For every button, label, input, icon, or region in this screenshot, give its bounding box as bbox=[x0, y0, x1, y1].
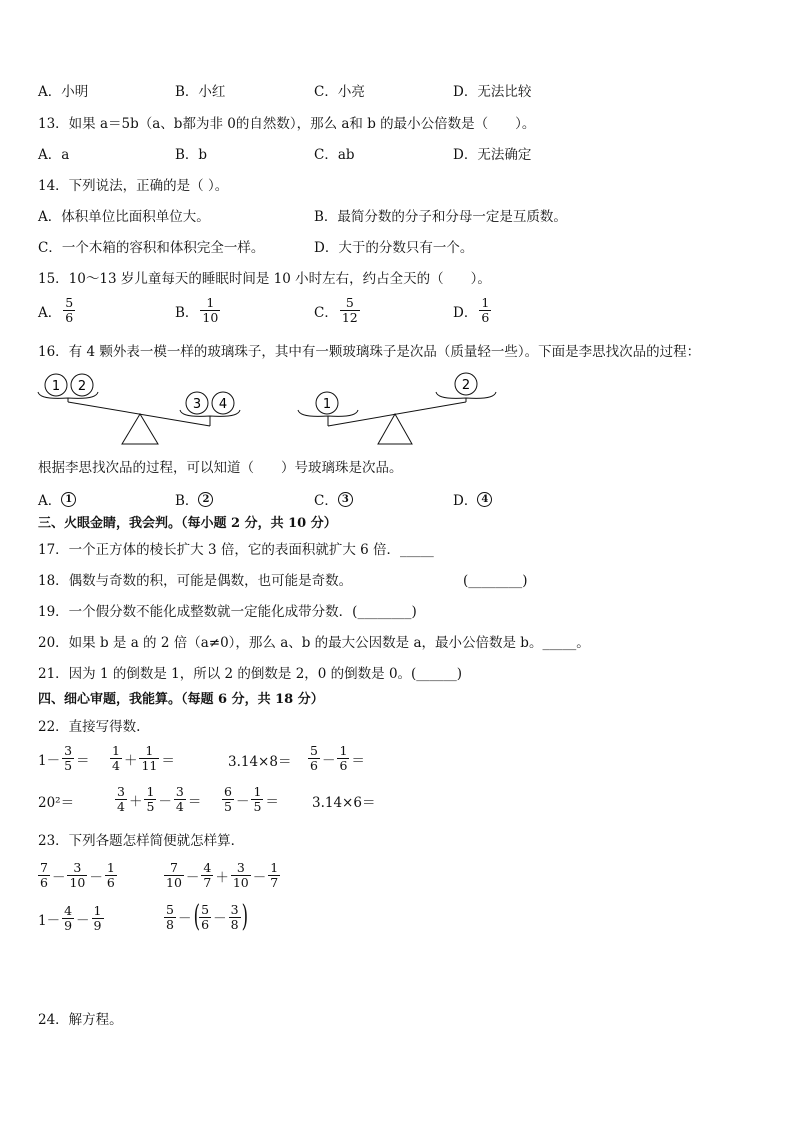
q15-option-c: C． $\frac{5}{12}$ bbox=[314, 295, 358, 325]
q22-stem: 22．直接写得数. bbox=[38, 719, 141, 735]
q23-stem: 23．下列各题怎样简便就怎样算． bbox=[38, 833, 245, 849]
q16-option-b: B． 2 bbox=[175, 489, 213, 509]
q22-expr-4: $\frac{5}{6}$ － $\frac{1}{6}$ ＝ bbox=[310, 743, 365, 773]
q14-stem: 14．下列说法，正确的是（ ）。 bbox=[38, 178, 229, 194]
section-3-heading: 三、火眼金睛，我会判。（每小题 2 分，共 10 分） bbox=[38, 516, 337, 531]
q23-expr-4: $\frac{5}{8}$ － ( $\frac{5}{6}$ － $\frac{3}{8}$ ) bbox=[166, 899, 248, 934]
svg-text:1: 1 bbox=[51, 379, 61, 394]
q12-option-a: A．小明 bbox=[38, 84, 89, 100]
q22-expr-1: 1－ $\frac{3}{5}$ ＝ bbox=[38, 743, 90, 773]
section-4-heading: 四、细心审题，我能算。（每题 6 分，共 18 分） bbox=[38, 692, 324, 707]
q16-stem: 16．有 4 颗外表一模一样的玻璃珠子，其中有一颗玻璃珠子是次品（质量轻一些）。下面是李思找次品的过程： bbox=[38, 344, 701, 360]
q13-option-a: A．a bbox=[38, 147, 70, 163]
q15-option-a: A． $\frac{5}{6}$ bbox=[38, 295, 74, 325]
q20: 20．如果 b 是 a 的 2 倍（a≠0），那么 a、b 的最大公因数是 a，最小公倍数是 b。_____。 bbox=[38, 635, 590, 651]
q18-blank: (________) bbox=[463, 573, 528, 589]
q24-stem: 24．解方程。 bbox=[38, 1012, 123, 1028]
svg-text:4: 4 bbox=[218, 397, 228, 412]
q16-option-d: D． 4 bbox=[453, 489, 492, 509]
svg-text:2: 2 bbox=[461, 378, 471, 393]
q22-expr-5: 20²＝ bbox=[38, 795, 75, 811]
q14-option-c: C．一个木箱的容积和体积完全一样。 bbox=[38, 240, 265, 256]
q16-option-a: A． 1 bbox=[38, 489, 76, 509]
q12-option-b: B．小红 bbox=[175, 84, 226, 100]
q12-option-d: D．无法比较 bbox=[453, 84, 532, 100]
balance-scale-left bbox=[30, 366, 260, 448]
left-paren: ( bbox=[194, 899, 201, 934]
q17: 17．一个正方体的棱长扩大 3 倍，它的表面积就扩大 6 倍．_____ bbox=[38, 542, 434, 558]
q13-stem: 13．如果 a＝5b（a、b都为非 0的自然数），那么 a和 b 的最小公倍数是（ ）。 bbox=[38, 116, 536, 132]
balance-scale-right bbox=[290, 366, 520, 448]
q15-option-d: D． $\frac{1}{6}$ bbox=[453, 295, 490, 325]
q23-expr-2: $\frac{7}{10}$ － $\frac{4}{7}$ ＋ $\frac{3}{10}$ － $\frac{1}{7}$ bbox=[166, 860, 279, 890]
svg-text:2: 2 bbox=[77, 379, 87, 394]
q18: 18．偶数与奇数的积，可能是偶数，也可能是奇数。 bbox=[38, 573, 353, 589]
q22-expr-2: $\frac{1}{4}$ ＋ $\frac{1}{11}$ ＝ bbox=[112, 743, 175, 773]
svg-text:1: 1 bbox=[322, 397, 332, 412]
q22-expr-6: $\frac{3}{4}$ ＋ $\frac{1}{5}$ － $\frac{3}{4}$ ＝ bbox=[117, 784, 202, 814]
q22-expr-3: 3.14×8＝ bbox=[228, 754, 292, 770]
q16-conclusion: 根据李思找次品的过程，可以知道（ ）号玻璃珠是次品。 bbox=[38, 460, 403, 476]
q14-option-b: B．最简分数的分子和分母一定是互质数。 bbox=[314, 209, 567, 225]
q13-option-d: D．无法确定 bbox=[453, 147, 532, 163]
q13-option-c: C．ab bbox=[314, 147, 355, 163]
q14-option-d: D．大于的分数只有一个。 bbox=[314, 240, 474, 256]
q19: 19．一个假分数不能化成整数就一定能化成带分数．(________) bbox=[38, 604, 417, 620]
q21: 21．因为 1 的倒数是 1，所以 2 的倒数是 2，0 的倒数是 0。(______) bbox=[38, 666, 463, 682]
q14-option-a: A．体积单位比面积单位大。 bbox=[38, 209, 210, 225]
q23-expr-1: $\frac{7}{6}$ － $\frac{3}{10}$ － $\frac{1}{6}$ bbox=[40, 860, 115, 890]
q22-expr-7: $\frac{6}{5}$ － $\frac{1}{5}$ ＝ bbox=[224, 784, 279, 814]
q23-expr-3: 1－ $\frac{4}{9}$ － $\frac{1}{9}$ bbox=[38, 903, 102, 933]
q16-option-c: C． 3 bbox=[314, 489, 353, 509]
q15-stem: 15．10～13 岁儿童每天的睡眠时间是 10 小时左右，约占全天的（ ）。 bbox=[38, 271, 491, 287]
q12-option-c: C．小亮 bbox=[314, 84, 365, 100]
q22-expr-8: 3.14×6＝ bbox=[312, 795, 376, 811]
right-paren: ) bbox=[241, 899, 248, 934]
svg-text:3: 3 bbox=[192, 397, 202, 412]
q13-option-b: B．b bbox=[175, 147, 208, 163]
q15-option-b: B． $\frac{1}{10}$ bbox=[175, 295, 219, 325]
